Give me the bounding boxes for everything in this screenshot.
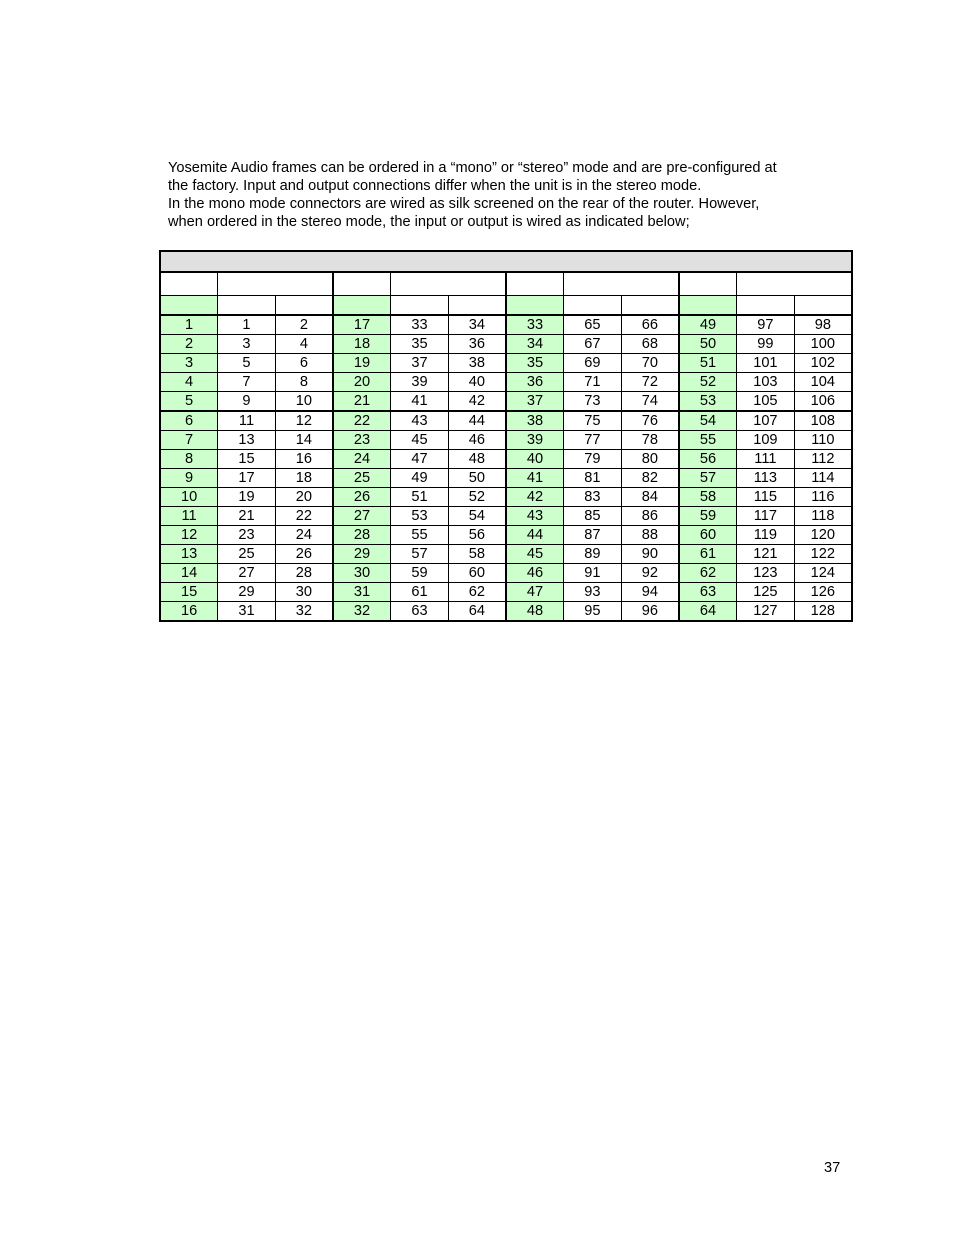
table-title: [160, 251, 852, 272]
stereo-left-cell: 71: [564, 373, 622, 392]
stereo-right-cell: 6: [275, 354, 333, 373]
table-row: [160, 583, 852, 602]
mono-channel-cell: 50: [679, 335, 737, 354]
sub-header-left: [391, 296, 449, 316]
mono-channel-cell: 1: [160, 315, 218, 335]
mono-channel-cell: 63: [679, 583, 737, 602]
stereo-left-cell: 67: [564, 335, 622, 354]
mono-channel-cell: 47: [506, 583, 564, 602]
intro-line: when ordered in the stereo mode, the input or output is wired as indicated below;: [168, 214, 690, 230]
table-row: [160, 373, 852, 392]
mono-channel-cell: 55: [679, 431, 737, 450]
mono-channel-cell: 36: [506, 373, 564, 392]
stereo-right-cell: 74: [621, 392, 679, 412]
mono-channel-cell: 24: [333, 450, 391, 469]
mono-channel-cell: 2: [160, 335, 218, 354]
stereo-left-cell: 43: [391, 411, 449, 431]
sub-header-mono: [679, 296, 737, 316]
stereo-right-cell: 42: [448, 392, 506, 412]
mono-channel-cell: 37: [506, 392, 564, 412]
stereo-right-cell: 32: [275, 602, 333, 622]
sub-header-right: [794, 296, 852, 316]
stereo-left-cell: 7: [218, 373, 276, 392]
mono-channel-cell: 56: [679, 450, 737, 469]
mono-channel-cell: 12: [160, 526, 218, 545]
stereo-left-cell: 3: [218, 335, 276, 354]
stereo-left-cell: 69: [564, 354, 622, 373]
stereo-right-cell: 46: [448, 431, 506, 450]
group-mono-header: [160, 272, 218, 296]
stereo-right-cell: 120: [794, 526, 852, 545]
stereo-left-cell: 17: [218, 469, 276, 488]
table-row: [160, 602, 852, 622]
stereo-right-cell: 18: [275, 469, 333, 488]
stereo-left-cell: 125: [737, 583, 795, 602]
mono-channel-cell: 16: [160, 602, 218, 622]
stereo-right-cell: 16: [275, 450, 333, 469]
stereo-right-cell: 52: [448, 488, 506, 507]
mono-channel-cell: 28: [333, 526, 391, 545]
stereo-right-cell: 58: [448, 545, 506, 564]
stereo-right-cell: 92: [621, 564, 679, 583]
mono-channel-cell: 53: [679, 392, 737, 412]
stereo-right-cell: 66: [621, 315, 679, 335]
stereo-left-cell: 113: [737, 469, 795, 488]
stereo-right-cell: 2: [275, 315, 333, 335]
page-number: 37: [824, 1160, 841, 1176]
stereo-right-cell: 84: [621, 488, 679, 507]
stereo-right-cell: 116: [794, 488, 852, 507]
stereo-right-cell: 102: [794, 354, 852, 373]
table-row: [160, 469, 852, 488]
table-row: [160, 315, 852, 335]
stereo-right-cell: 54: [448, 507, 506, 526]
mono-channel-cell: 35: [506, 354, 564, 373]
sub-header-mono: [333, 296, 391, 316]
stereo-left-cell: 121: [737, 545, 795, 564]
stereo-left-cell: 111: [737, 450, 795, 469]
stereo-left-cell: 83: [564, 488, 622, 507]
stereo-left-cell: 77: [564, 431, 622, 450]
stereo-left-cell: 47: [391, 450, 449, 469]
stereo-left-cell: 57: [391, 545, 449, 564]
stereo-right-cell: 40: [448, 373, 506, 392]
table-title-row: [160, 251, 852, 272]
group-stereo-header: [391, 272, 506, 296]
mono-channel-cell: 19: [333, 354, 391, 373]
stereo-left-cell: 87: [564, 526, 622, 545]
stereo-right-cell: 62: [448, 583, 506, 602]
stereo-left-cell: 99: [737, 335, 795, 354]
stereo-left-cell: 9: [218, 392, 276, 412]
stereo-left-cell: 35: [391, 335, 449, 354]
sub-header-right: [275, 296, 333, 316]
mono-channel-cell: 54: [679, 411, 737, 431]
stereo-right-cell: 22: [275, 507, 333, 526]
stereo-left-cell: 85: [564, 507, 622, 526]
table-row: [160, 545, 852, 564]
stereo-right-cell: 30: [275, 583, 333, 602]
intro-paragraph: [168, 159, 848, 231]
mono-channel-cell: 25: [333, 469, 391, 488]
stereo-right-cell: 56: [448, 526, 506, 545]
mono-channel-cell: 23: [333, 431, 391, 450]
mono-channel-cell: 34: [506, 335, 564, 354]
sub-header-right: [448, 296, 506, 316]
stereo-right-cell: 26: [275, 545, 333, 564]
stereo-right-cell: 86: [621, 507, 679, 526]
mono-channel-cell: 57: [679, 469, 737, 488]
table-row: [160, 564, 852, 583]
mono-channel-cell: 6: [160, 411, 218, 431]
stereo-right-cell: 44: [448, 411, 506, 431]
stereo-right-cell: 72: [621, 373, 679, 392]
mono-channel-cell: 39: [506, 431, 564, 450]
group-stereo-header: [564, 272, 679, 296]
stereo-left-cell: 105: [737, 392, 795, 412]
stereo-right-cell: 20: [275, 488, 333, 507]
mono-channel-cell: 5: [160, 392, 218, 412]
stereo-right-cell: 12: [275, 411, 333, 431]
stereo-right-cell: 80: [621, 450, 679, 469]
mono-channel-cell: 52: [679, 373, 737, 392]
intro-line: the factory. Input and output connections differ when the unit is in the stereo mode.: [168, 178, 702, 194]
stereo-left-cell: 93: [564, 583, 622, 602]
stereo-right-cell: 64: [448, 602, 506, 622]
table-row: [160, 526, 852, 545]
stereo-left-cell: 73: [564, 392, 622, 412]
stereo-right-cell: 78: [621, 431, 679, 450]
stereo-left-cell: 109: [737, 431, 795, 450]
mono-channel-cell: 44: [506, 526, 564, 545]
stereo-right-cell: 122: [794, 545, 852, 564]
stereo-right-cell: 114: [794, 469, 852, 488]
stereo-left-cell: 65: [564, 315, 622, 335]
sub-header-left: [564, 296, 622, 316]
mono-channel-cell: 59: [679, 507, 737, 526]
table-row: [160, 392, 852, 412]
stereo-left-cell: 13: [218, 431, 276, 450]
stereo-left-cell: 103: [737, 373, 795, 392]
sub-header-mono: [160, 296, 218, 316]
stereo-left-cell: 45: [391, 431, 449, 450]
table-row: [160, 507, 852, 526]
stereo-right-cell: 36: [448, 335, 506, 354]
mono-channel-cell: 58: [679, 488, 737, 507]
stereo-right-cell: 38: [448, 354, 506, 373]
stereo-left-cell: 117: [737, 507, 795, 526]
mono-channel-cell: 49: [679, 315, 737, 335]
stereo-right-cell: 70: [621, 354, 679, 373]
stereo-right-cell: 60: [448, 564, 506, 583]
stereo-left-cell: 91: [564, 564, 622, 583]
stereo-left-cell: 119: [737, 526, 795, 545]
stereo-left-cell: 25: [218, 545, 276, 564]
stereo-left-cell: 81: [564, 469, 622, 488]
stereo-wiring-table: [159, 250, 853, 622]
mono-channel-cell: 62: [679, 564, 737, 583]
mono-channel-cell: 15: [160, 583, 218, 602]
sub-header-left: [737, 296, 795, 316]
mono-channel-cell: 30: [333, 564, 391, 583]
stereo-left-cell: 19: [218, 488, 276, 507]
mono-channel-cell: 32: [333, 602, 391, 622]
stereo-left-cell: 53: [391, 507, 449, 526]
stereo-right-cell: 126: [794, 583, 852, 602]
group-stereo-header: [218, 272, 333, 296]
stereo-left-cell: 61: [391, 583, 449, 602]
stereo-left-cell: 127: [737, 602, 795, 622]
mono-channel-cell: 40: [506, 450, 564, 469]
stereo-left-cell: 23: [218, 526, 276, 545]
mono-channel-cell: 38: [506, 411, 564, 431]
sub-header-row: [160, 296, 852, 316]
stereo-right-cell: 124: [794, 564, 852, 583]
stereo-right-cell: 82: [621, 469, 679, 488]
stereo-left-cell: 97: [737, 315, 795, 335]
mono-channel-cell: 33: [506, 315, 564, 335]
stereo-left-cell: 41: [391, 392, 449, 412]
table-row: [160, 488, 852, 507]
stereo-left-cell: 75: [564, 411, 622, 431]
stereo-left-cell: 101: [737, 354, 795, 373]
mono-channel-cell: 20: [333, 373, 391, 392]
stereo-left-cell: 51: [391, 488, 449, 507]
mono-channel-cell: 3: [160, 354, 218, 373]
stereo-right-cell: 34: [448, 315, 506, 335]
stereo-left-cell: 107: [737, 411, 795, 431]
mono-channel-cell: 13: [160, 545, 218, 564]
mono-channel-cell: 26: [333, 488, 391, 507]
mono-channel-cell: 10: [160, 488, 218, 507]
intro-line: In the mono mode connectors are wired as silk screened on the rear of the router. However,: [168, 196, 760, 212]
stereo-left-cell: 29: [218, 583, 276, 602]
sub-header-left: [218, 296, 276, 316]
stereo-left-cell: 95: [564, 602, 622, 622]
stereo-right-cell: 106: [794, 392, 852, 412]
stereo-right-cell: 108: [794, 411, 852, 431]
stereo-left-cell: 31: [218, 602, 276, 622]
mono-channel-cell: 64: [679, 602, 737, 622]
stereo-right-cell: 50: [448, 469, 506, 488]
stereo-right-cell: 90: [621, 545, 679, 564]
intro-line: Yosemite Audio frames can be ordered in a “mono” or “stereo” mode and are pre-configured at: [168, 160, 777, 176]
stereo-right-cell: 98: [794, 315, 852, 335]
group-mono-header: [333, 272, 391, 296]
stereo-right-cell: 14: [275, 431, 333, 450]
stereo-left-cell: 21: [218, 507, 276, 526]
stereo-right-cell: 96: [621, 602, 679, 622]
stereo-wiring-table-body: [160, 251, 852, 621]
mono-channel-cell: 7: [160, 431, 218, 450]
mono-channel-cell: 42: [506, 488, 564, 507]
stereo-left-cell: 5: [218, 354, 276, 373]
stereo-right-cell: 10: [275, 392, 333, 412]
stereo-right-cell: 100: [794, 335, 852, 354]
stereo-left-cell: 1: [218, 315, 276, 335]
group-stereo-header: [737, 272, 852, 296]
stereo-left-cell: 59: [391, 564, 449, 583]
stereo-left-cell: 89: [564, 545, 622, 564]
stereo-left-cell: 79: [564, 450, 622, 469]
stereo-right-cell: 112: [794, 450, 852, 469]
table-row: [160, 450, 852, 469]
stereo-right-cell: 94: [621, 583, 679, 602]
stereo-right-cell: 28: [275, 564, 333, 583]
mono-channel-cell: 9: [160, 469, 218, 488]
mono-channel-cell: 45: [506, 545, 564, 564]
group-header-row: [160, 272, 852, 296]
stereo-left-cell: 63: [391, 602, 449, 622]
stereo-left-cell: 15: [218, 450, 276, 469]
group-mono-header: [679, 272, 737, 296]
stereo-right-cell: 8: [275, 373, 333, 392]
stereo-left-cell: 37: [391, 354, 449, 373]
stereo-left-cell: 115: [737, 488, 795, 507]
sub-header-mono: [506, 296, 564, 316]
stereo-left-cell: 33: [391, 315, 449, 335]
table-row: [160, 335, 852, 354]
stereo-left-cell: 49: [391, 469, 449, 488]
stereo-right-cell: 118: [794, 507, 852, 526]
table-row: [160, 431, 852, 450]
mono-channel-cell: 31: [333, 583, 391, 602]
stereo-right-cell: 76: [621, 411, 679, 431]
mono-channel-cell: 48: [506, 602, 564, 622]
stereo-right-cell: 110: [794, 431, 852, 450]
mono-channel-cell: 51: [679, 354, 737, 373]
stereo-right-cell: 24: [275, 526, 333, 545]
stereo-right-cell: 88: [621, 526, 679, 545]
mono-channel-cell: 4: [160, 373, 218, 392]
mono-channel-cell: 11: [160, 507, 218, 526]
sub-header-right: [621, 296, 679, 316]
mono-channel-cell: 14: [160, 564, 218, 583]
mono-channel-cell: 60: [679, 526, 737, 545]
mono-channel-cell: 46: [506, 564, 564, 583]
mono-channel-cell: 17: [333, 315, 391, 335]
mono-channel-cell: 29: [333, 545, 391, 564]
stereo-right-cell: 48: [448, 450, 506, 469]
stereo-right-cell: 128: [794, 602, 852, 622]
mono-channel-cell: 18: [333, 335, 391, 354]
stereo-right-cell: 68: [621, 335, 679, 354]
mono-channel-cell: 21: [333, 392, 391, 412]
table-row: [160, 354, 852, 373]
mono-channel-cell: 61: [679, 545, 737, 564]
stereo-left-cell: 11: [218, 411, 276, 431]
stereo-left-cell: 39: [391, 373, 449, 392]
stereo-right-cell: 104: [794, 373, 852, 392]
mono-channel-cell: 41: [506, 469, 564, 488]
table-row: [160, 411, 852, 431]
stereo-left-cell: 123: [737, 564, 795, 583]
mono-channel-cell: 43: [506, 507, 564, 526]
stereo-left-cell: 55: [391, 526, 449, 545]
stereo-right-cell: 4: [275, 335, 333, 354]
mono-channel-cell: 22: [333, 411, 391, 431]
group-mono-header: [506, 272, 564, 296]
stereo-left-cell: 27: [218, 564, 276, 583]
mono-channel-cell: 8: [160, 450, 218, 469]
mono-channel-cell: 27: [333, 507, 391, 526]
